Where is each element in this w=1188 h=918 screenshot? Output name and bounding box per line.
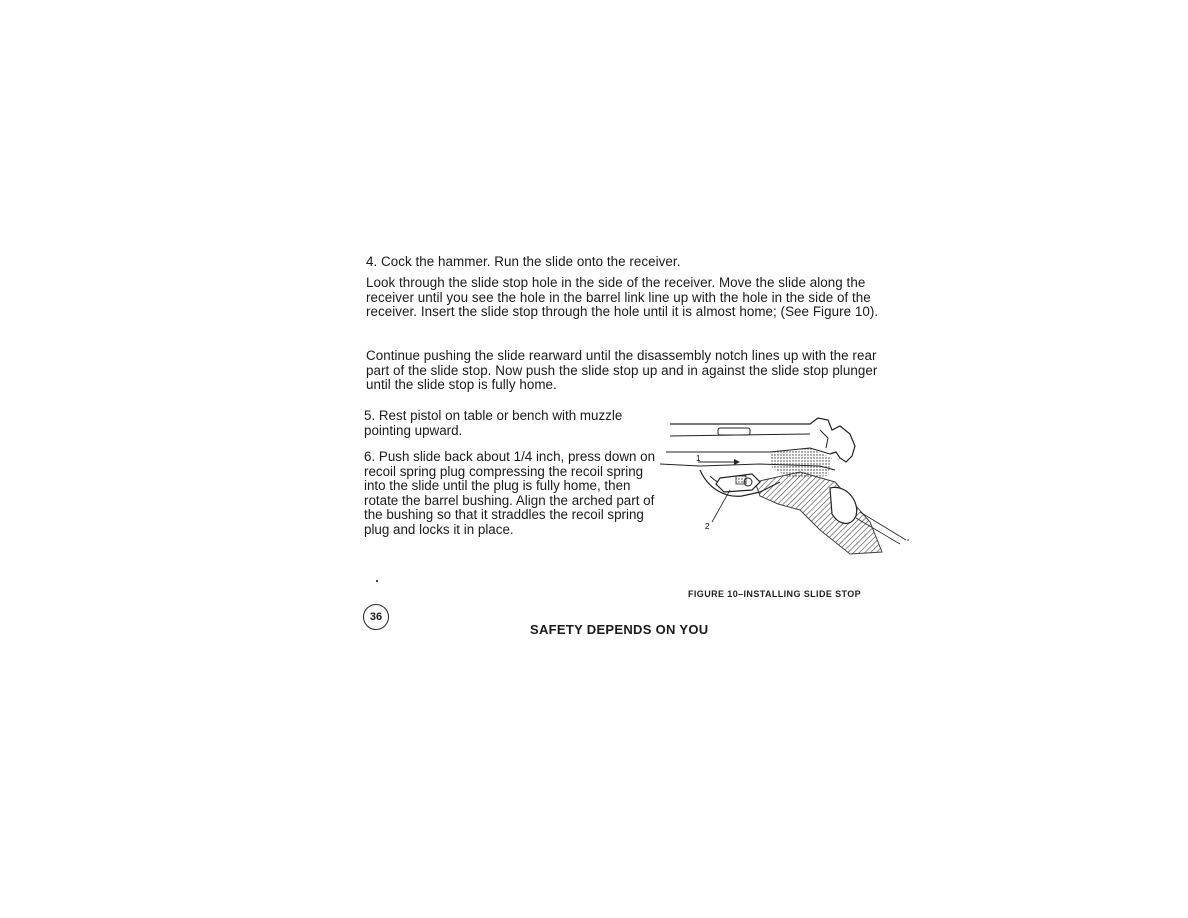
callout-2: 2 — [705, 522, 710, 531]
step-6: 6. Push slide back about 1/4 inch, press down on recoil spring plug compressing the recoil spring into the slide until the plug is fully home, then rotate the barrel bushing. Align the arched part of the bushing so that it straddles the recoil spring plug and locks it in place. — [364, 449, 656, 537]
page-number-badge: 36 — [363, 604, 389, 630]
step-4-continue: Continue pushing the slide rearward until the disassembly notch lines up with the rear part of the slide stop. Now push the slide stop up and in against the slide stop plunger until the slide stop is fully home. — [366, 348, 878, 393]
callout-1: 1 — [696, 454, 701, 463]
figure-10-illustration — [660, 412, 910, 557]
pistol-slide-stop-drawing — [660, 412, 910, 557]
step-4-detail: Look through the slide stop hole in the side of the receiver. Move the slide along the receiver until you see the hole in the barrel link line up with the hole in the side of the receiver. Insert the slide stop through the hole until it is almost home; (See Figure 10). — [366, 275, 879, 320]
footer-tagline: SAFETY DEPENDS ON YOU — [530, 622, 709, 637]
step-5: 5. Rest pistol on table or bench with muzzle pointing upward. — [364, 408, 623, 438]
step-4-heading: 4. Cock the hammer. Run the slide onto the receiver. — [366, 254, 681, 269]
figure-caption: FIGURE 10–INSTALLING SLIDE STOP — [688, 589, 862, 599]
speck — [376, 580, 378, 582]
